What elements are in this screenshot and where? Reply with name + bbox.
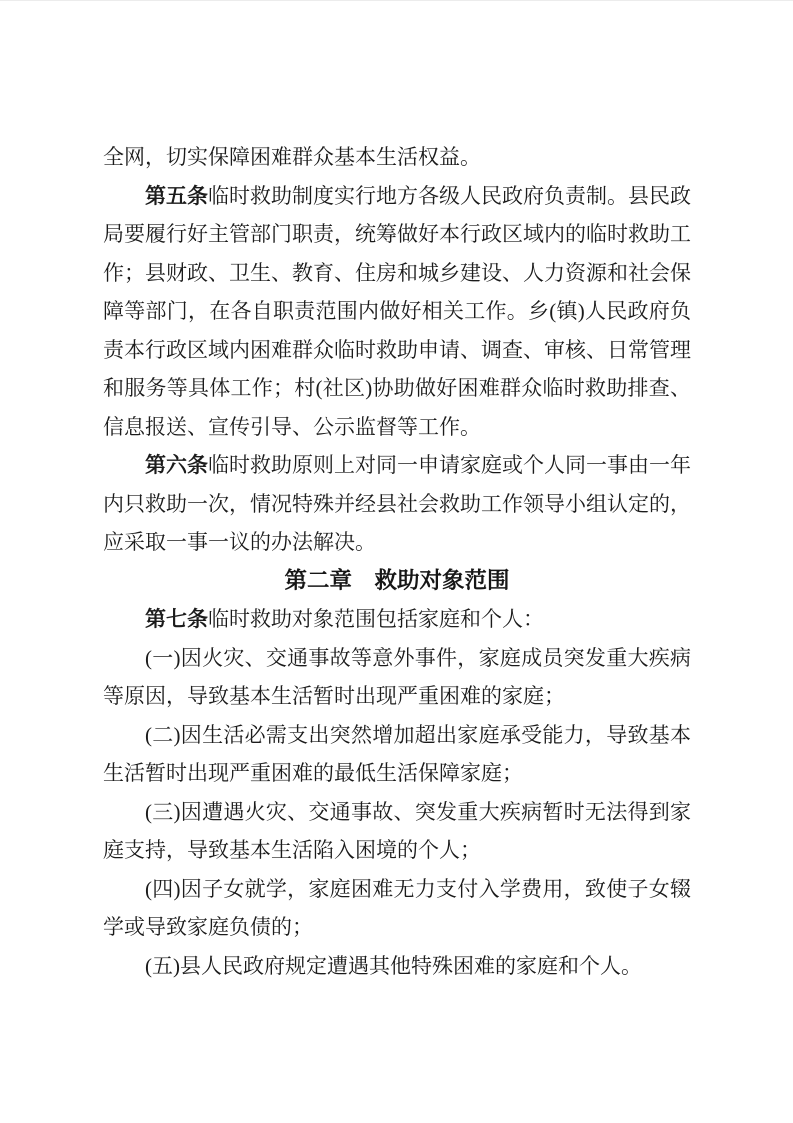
paragraph-continuation	[103, 138, 691, 177]
article-7-number: 第七条	[145, 607, 208, 631]
article-6-number: 第六条	[145, 453, 208, 477]
paragraph-text: (三)因遭遇火灾、交通事故、突发重大疾病暂时无法得到家庭支持，导致基本生活陷入困境的个人；	[103, 799, 691, 862]
paragraph-text: 临时救助对象范围包括家庭和个人：	[208, 607, 544, 631]
paragraph-text: 全网，切实保障困难群众基本生活权益。	[103, 145, 481, 169]
paragraph-text: 临时救助制度实行地方各级人民政府负责制。县民政局要履行好主管部门职责，统筹做好本行政区域内的临时救助工作；县财政、卫生、教育、住房和城乡建设、人力资源和社会保障等部门，在各自职责范围内做好相关工作。乡(镇)人民政府负责本行政区域内困难群众临时救助申请、调查、审核、日常管理和服务等具体工作；村(社区)协助做好困难群众临时救助排查、信息报送、宣传引导、公示监督等工作。	[103, 183, 691, 439]
paragraph-article-5	[103, 177, 691, 447]
list-item-3	[103, 793, 691, 870]
document-content	[103, 138, 691, 985]
chapter-2-heading: 第二章 救助对象范围	[284, 567, 510, 593]
paragraph-text: (五)县人民政府规定遭遇其他特殊困难的家庭和个人。	[145, 953, 642, 978]
paragraph-text: 临时救助原则上对同一申请家庭或个人同一事由一年内只救助一次，情况特殊并经县社会救助工作领导小组认定的，应采取一事一议的办法解决。	[103, 453, 691, 554]
list-item-4	[103, 870, 691, 947]
paragraph-text: (四)因子女就学，家庭困难无力支付入学费用，致使子女辍学或导致家庭负债的；	[103, 876, 691, 939]
paragraph-article-6	[103, 446, 691, 562]
list-item-5	[103, 947, 691, 986]
article-5-number: 第五条	[145, 183, 208, 208]
list-item-1	[103, 639, 691, 716]
paragraph-text: (二)因生活必需支出突然增加超出家庭承受能力，导致基本生活暂时出现严重困难的最低生活保障家庭；	[103, 722, 691, 785]
paragraph-article-7	[103, 600, 691, 639]
paragraph-text: (一)因火灾、交通事故等意外事件，家庭成员突发重大疾病等原因，导致基本生活暂时出现严重困难的家庭；	[103, 645, 691, 708]
list-item-2	[103, 716, 691, 793]
